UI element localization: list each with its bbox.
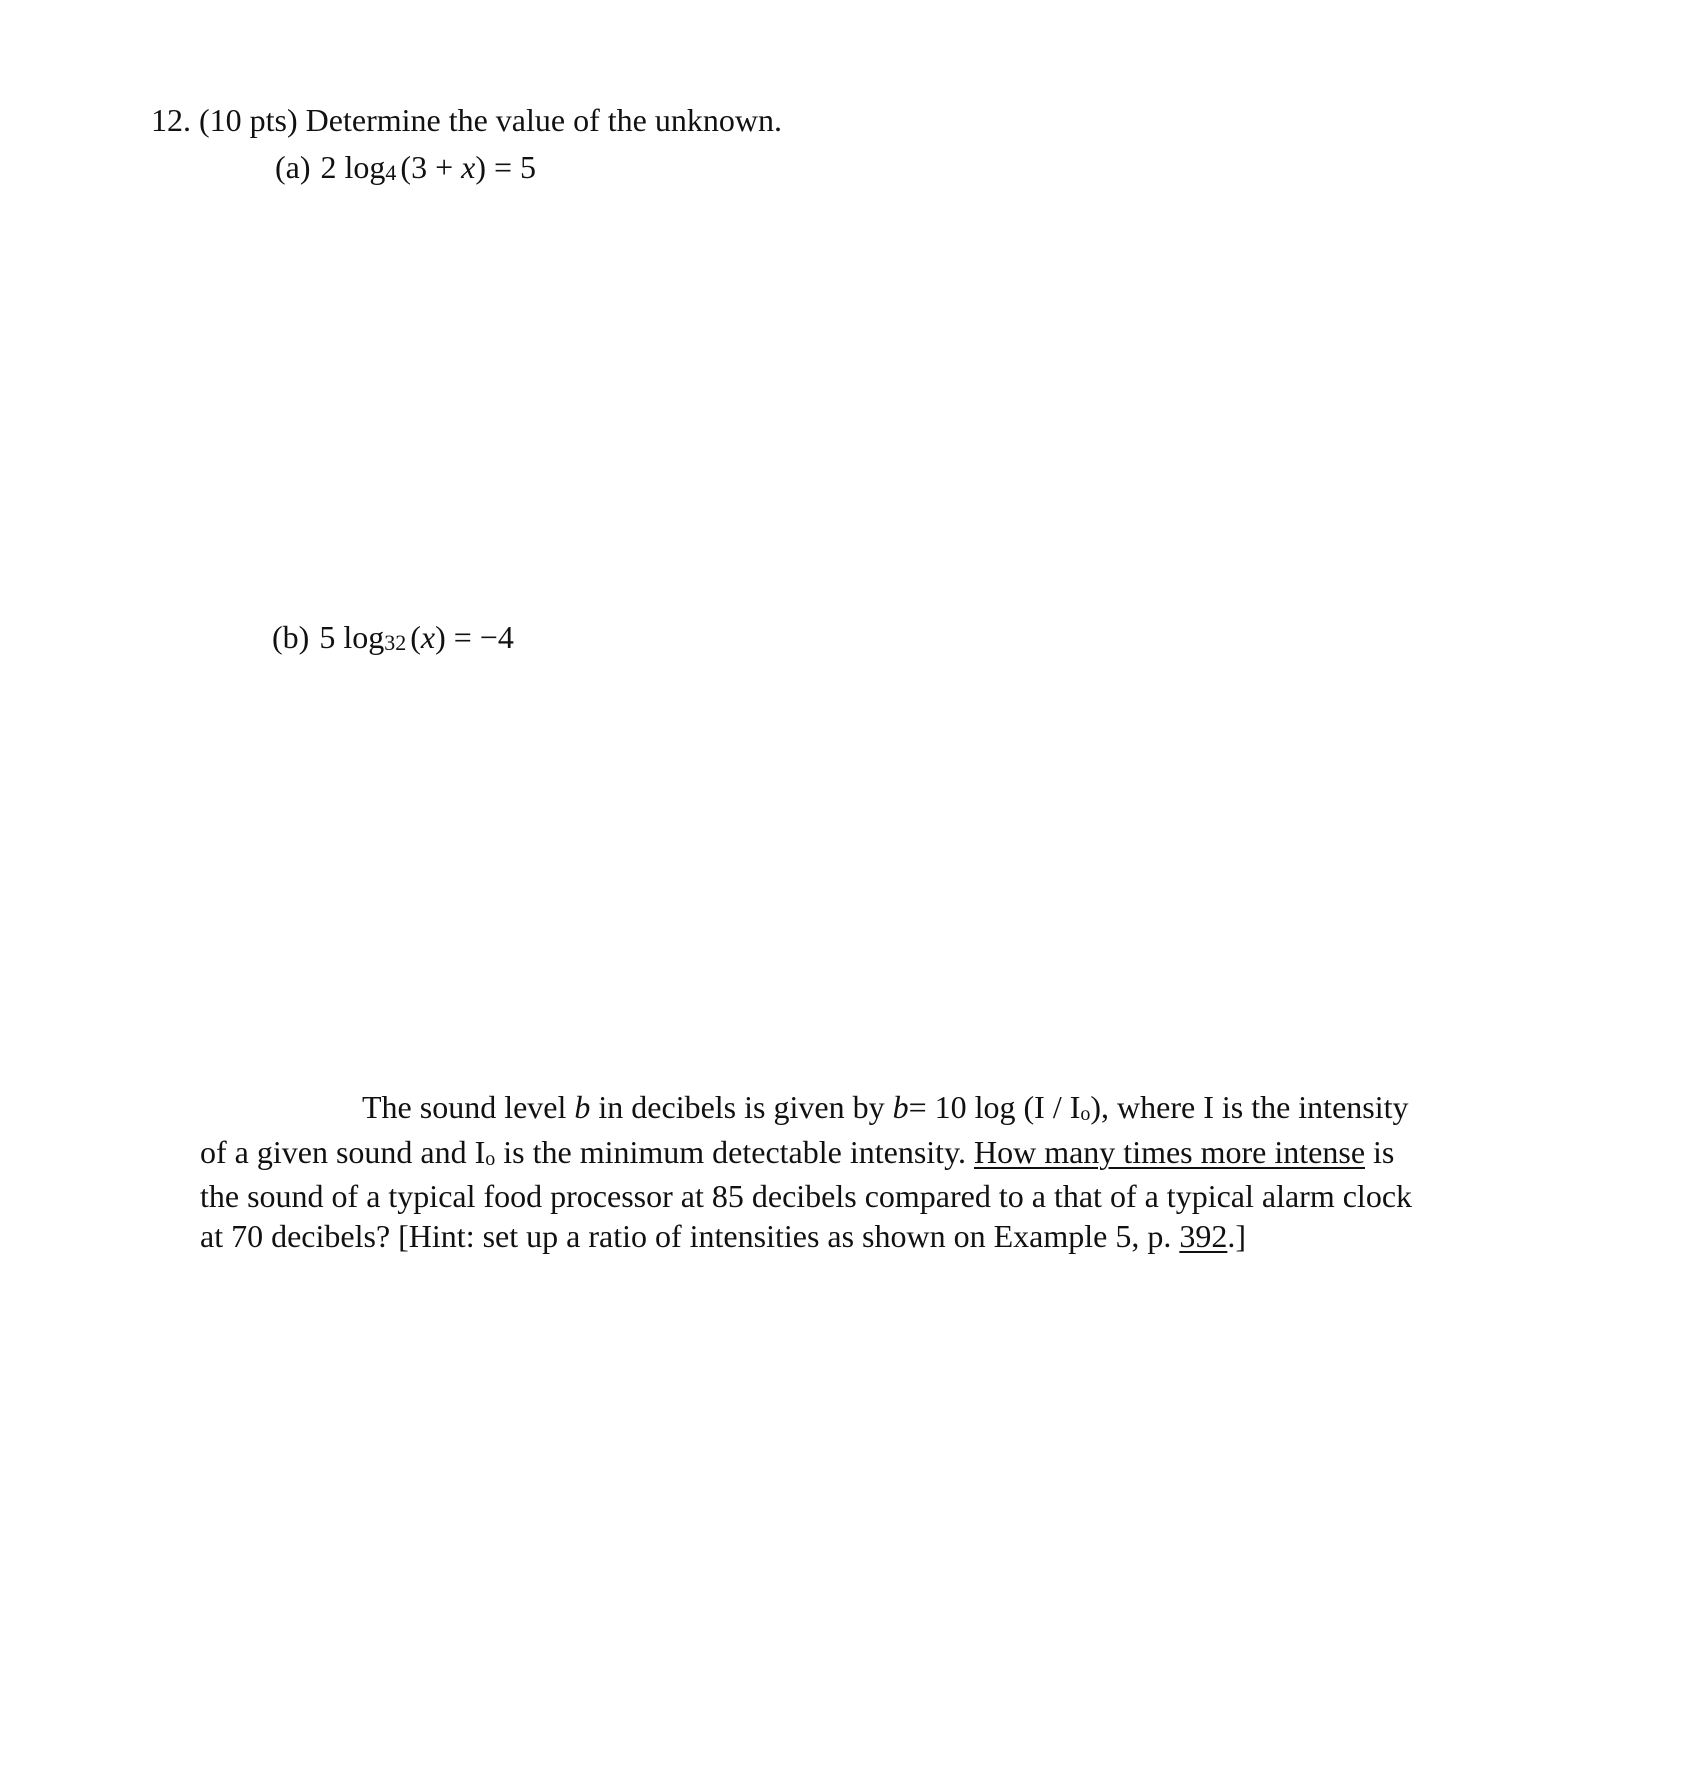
- variable-b: b: [574, 1089, 591, 1125]
- subscript-o: o: [485, 1147, 496, 1170]
- sound-text: ), where I is the intensity: [1090, 1089, 1409, 1125]
- part-a-open: (3 +: [400, 149, 462, 185]
- sound-text: is the minimum detectable intensity.: [495, 1133, 974, 1170]
- part-a-equals: = 5: [493, 149, 537, 185]
- part-b-base: 32: [384, 630, 407, 655]
- underlined-question: How many times more intense: [973, 1133, 1366, 1170]
- part-a-label: (a): [275, 149, 311, 185]
- part-b-coefficient: 5: [319, 619, 336, 655]
- problem-points: (10 pts): [199, 102, 298, 138]
- part-b-equals: = −4: [453, 619, 514, 655]
- part-b-equation: [272, 617, 514, 661]
- page-reference: 392: [1179, 1217, 1228, 1254]
- part-a-coefficient: 2: [320, 149, 337, 185]
- sound-text: The sound level: [362, 1089, 575, 1125]
- problem-number: 12.: [151, 102, 191, 138]
- part-a-equation: [275, 147, 536, 191]
- problem-heading: [151, 100, 782, 140]
- sound-text: is: [1365, 1133, 1395, 1170]
- part-b-open: (: [410, 619, 421, 655]
- part-a-close: ): [475, 149, 486, 185]
- sound-text: in decibels is given by: [590, 1089, 893, 1125]
- sound-line-3: the sound of a typical food processor at 85 decibels compared to a that of a typical alarm clock: [200, 1178, 1413, 1214]
- sound-line-2: [200, 1133, 1560, 1178]
- part-b-variable: x: [420, 619, 436, 655]
- part-a-base: 4: [385, 160, 397, 185]
- part-a-variable: x: [461, 149, 476, 185]
- subscript-o: o: [1080, 1103, 1091, 1125]
- part-a-log: log: [344, 149, 386, 185]
- part-b-log: log: [343, 619, 385, 655]
- variable-b: b: [892, 1089, 909, 1125]
- sound-level-problem: [200, 1088, 1560, 1256]
- sound-text: at 70 decibels? [Hint: set up a ratio of intensities as shown on Example 5, p.: [200, 1217, 1180, 1254]
- sound-text: .]: [1227, 1217, 1246, 1254]
- sound-line-1: [200, 1088, 1560, 1133]
- sound-line-4: [200, 1217, 1560, 1257]
- problem-instruction: Determine the value of the unknown.: [305, 102, 782, 138]
- formula-text: = 10 log (I / I: [908, 1089, 1081, 1125]
- part-b-close: ): [435, 619, 446, 655]
- part-b-label: (b): [272, 619, 310, 655]
- sound-text: of a given sound and I: [200, 1133, 486, 1170]
